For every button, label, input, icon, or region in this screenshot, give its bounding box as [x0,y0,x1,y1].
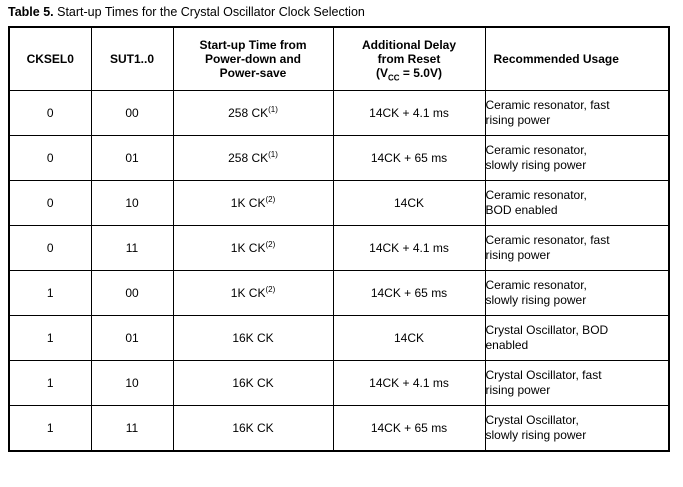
header-startup-line1: Start-up Time from [199,38,307,52]
cell-delay: 14CK + 4.1 ms [333,226,485,271]
cell-sut: 11 [91,226,173,271]
table-caption-text: Start-up Times for the Crystal Oscillator Clock Selection [57,5,365,19]
cell-sut: 10 [91,181,173,226]
cell-startup-value: 16K CK [232,330,274,345]
header-delay-line2: from Reset [377,52,441,66]
cell-usage-line1: Ceramic resonator, fast [485,233,610,247]
cell-cksel0: 1 [9,406,91,452]
cell-startup [173,136,333,181]
startup-times-table [8,26,670,452]
table-row [9,271,669,316]
cell-startup [173,271,333,316]
cell-cksel0: 0 [9,181,91,226]
cell-startup-note: (1) [268,149,278,159]
cell-startup [173,316,333,361]
cell-usage-line1: Crystal Oscillator, fast [485,368,602,382]
cell-usage-line2: slowly rising power [485,428,587,442]
header-delay-vcc-sub: CC [388,73,400,83]
header-delay-vcc-pre: (V [376,66,389,80]
cell-sut: 10 [91,361,173,406]
cell-sut: 00 [91,271,173,316]
cell-sut: 00 [91,91,173,136]
cell-usage [485,361,669,406]
cell-startup-value: 16K CK [232,375,274,390]
cell-delay: 14CK + 65 ms [333,136,485,181]
table-row [9,316,669,361]
cell-delay: 14CK [333,181,485,226]
table-row [9,406,669,452]
cell-delay: 14CK + 65 ms [333,271,485,316]
cell-cksel0: 0 [9,226,91,271]
cell-sut: 11 [91,406,173,452]
cell-startup-value: 1K CK [230,195,266,210]
table-row [9,226,669,271]
cell-usage-line1: Crystal Oscillator, [485,413,579,427]
header-delay-vcc-post: = 5.0V) [399,66,442,80]
cell-usage-line1: Crystal Oscillator, BOD [485,323,609,337]
header-delay-line3 [376,66,442,83]
cell-sut: 01 [91,136,173,181]
table-row [9,91,669,136]
cell-usage-line2: rising power [485,383,551,397]
cell-startup-value: 16K CK [232,420,274,435]
table-caption [8,4,365,20]
cell-cksel0: 0 [9,136,91,181]
cell-startup-value: 258 CK [228,150,269,165]
cell-startup-note: (2) [265,284,276,294]
cell-usage [485,226,669,271]
cell-startup [173,361,333,406]
cell-startup [173,406,333,452]
cell-usage-line2: rising power [485,248,551,262]
cell-startup-note: (2) [265,194,276,204]
header-startup-time [173,27,333,91]
cell-sut: 01 [91,316,173,361]
cell-usage [485,136,669,181]
header-sut: SUT1..0 [91,27,173,91]
cell-cksel0: 1 [9,271,91,316]
cell-startup-value: 1K CK [230,285,266,300]
cell-startup-note: (1) [268,104,278,114]
cell-usage-line1: Ceramic resonator, fast [485,98,610,112]
table-header [9,27,669,91]
table-header-row [9,27,669,91]
cell-usage [485,406,669,452]
cell-usage-line2: BOD enabled [485,203,558,217]
header-cksel0: CKSEL0 [9,27,91,91]
cell-usage [485,181,669,226]
header-startup-line2: Power-down and [205,52,301,66]
table-row [9,136,669,181]
cell-usage-line1: Ceramic resonator, [485,188,587,202]
cell-delay: 14CK + 65 ms [333,406,485,452]
cell-startup [173,181,333,226]
cell-usage [485,316,669,361]
cell-startup-note: (2) [265,239,276,249]
table-body [9,91,669,452]
cell-usage [485,271,669,316]
header-delay-line1: Additional Delay [361,38,456,52]
cell-usage-line1: Ceramic resonator, [485,278,587,292]
cell-startup [173,91,333,136]
cell-delay: 14CK + 4.1 ms [333,91,485,136]
cell-startup-value: 1K CK [230,240,266,255]
cell-delay: 14CK [333,316,485,361]
header-additional-delay [333,27,485,91]
cell-usage-line1: Ceramic resonator, [485,143,587,157]
cell-cksel0: 1 [9,361,91,406]
cell-usage-line2: slowly rising power [485,293,587,307]
table-row [9,361,669,406]
cell-usage-line2: enabled [485,338,529,352]
cell-usage-line2: slowly rising power [485,158,587,172]
cell-startup-value: 258 CK [228,105,269,120]
cell-delay: 14CK + 4.1 ms [333,361,485,406]
cell-startup [173,226,333,271]
cell-cksel0: 1 [9,316,91,361]
cell-usage-line2: rising power [485,113,551,127]
header-recommended-usage: Recommended Usage [485,27,669,91]
cell-cksel0: 0 [9,91,91,136]
cell-usage [485,91,669,136]
table-row [9,181,669,226]
header-startup-line3: Power-save [219,66,287,80]
table-caption-label: Table 5. [8,5,54,19]
